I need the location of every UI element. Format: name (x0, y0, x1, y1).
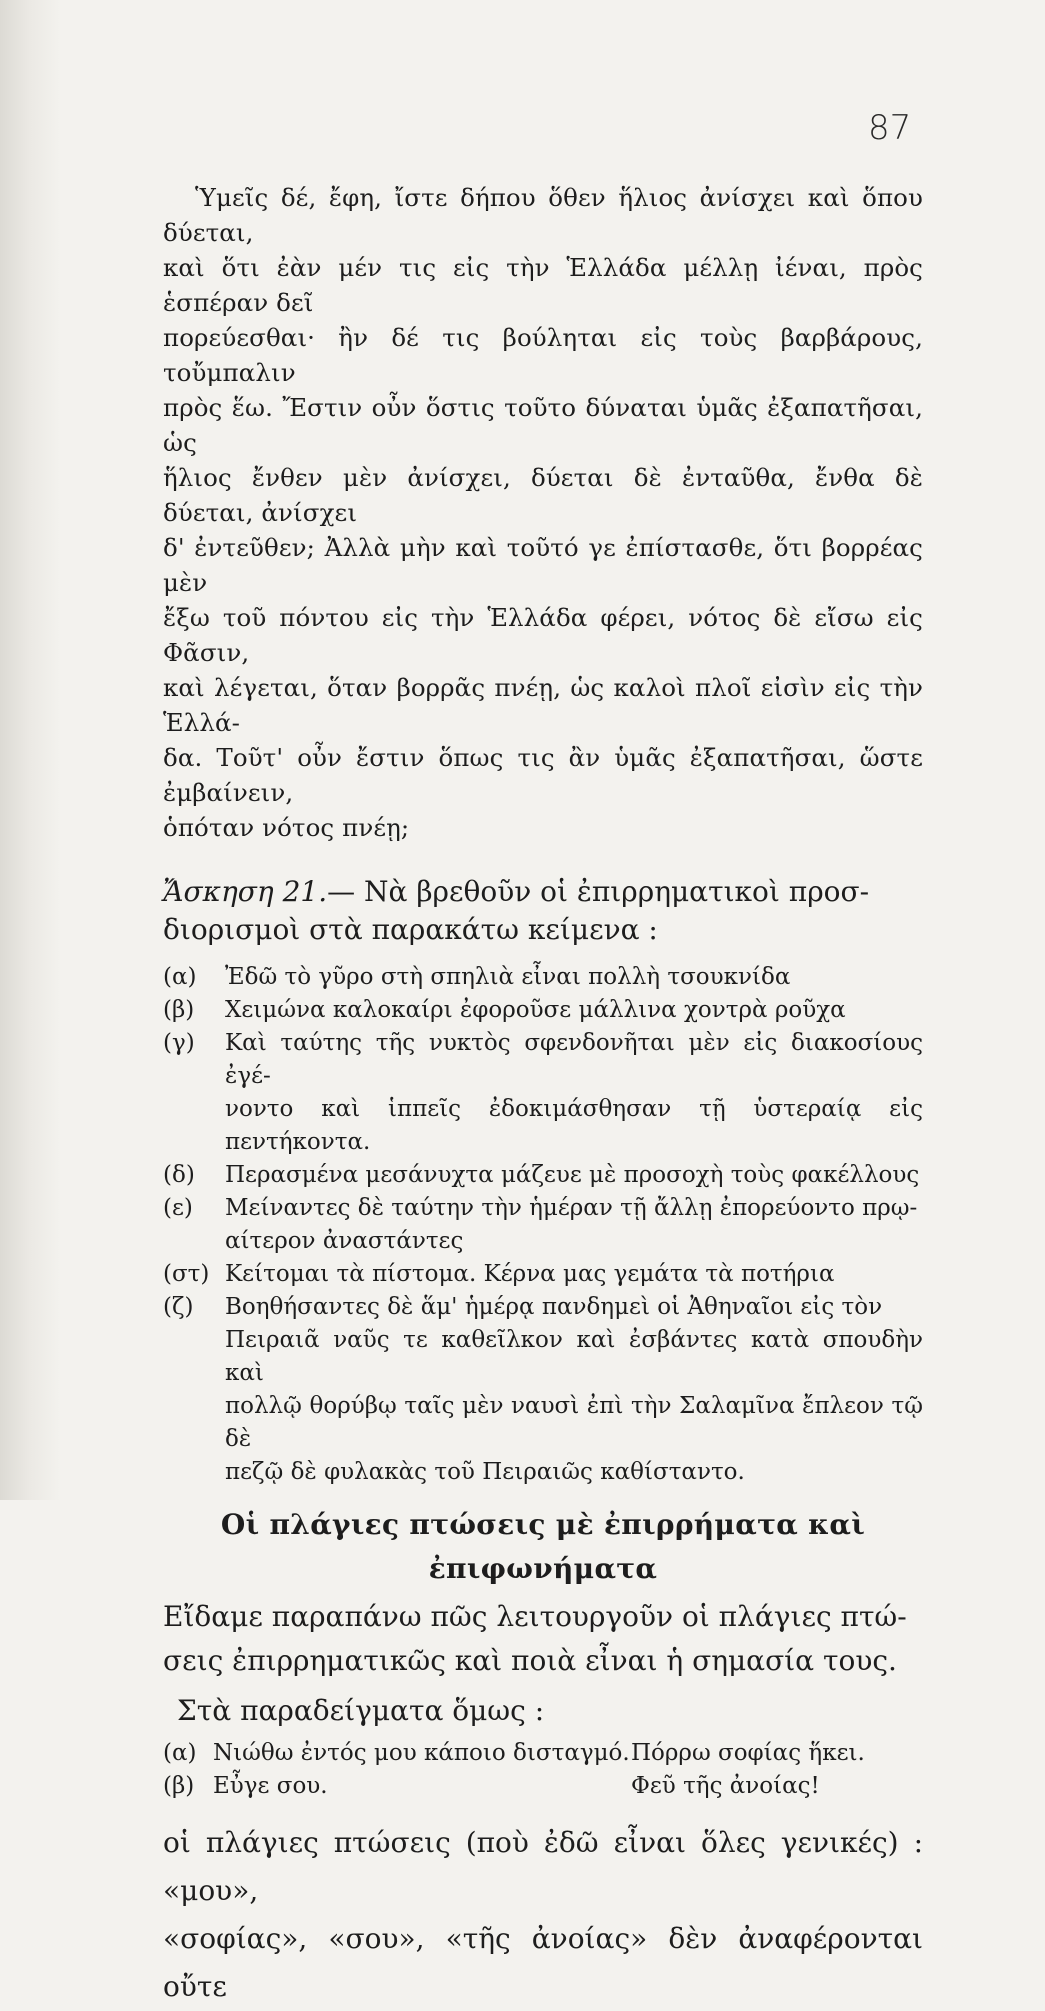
item-text (225, 1027, 923, 1159)
exercise-instruction-cont: διορισμοὶ στὰ παρακάτω κείμενα : (163, 913, 658, 946)
paragraph-line: καὶ ὅτι ἐὰν μέν τις εἰς τὴν Ἑλλάδα μέλλῃ ἰέναι, πρὸς ἑσπέραν δεῖ (163, 253, 923, 317)
exercise-label: Ἄσκηση 21. (163, 875, 328, 908)
item-tag: (δ) (163, 1162, 195, 1188)
item-text (225, 1258, 923, 1291)
paragraph-line: ἥλιος ἔνθεν μὲν ἀνίσχει, δύεται δὲ ἐνταῦθα, ἔνθα δὲ δύεται, ἀνίσχει (163, 463, 923, 527)
exercise-item (163, 1258, 923, 1291)
item-tag: (α) (163, 964, 197, 990)
exercise-heading-line (163, 873, 923, 911)
page-number: 87 (868, 108, 912, 148)
item-tag: (β) (163, 997, 195, 1023)
item-text (225, 1159, 923, 1192)
closing-paragraph (163, 1819, 923, 2011)
example-tag: (β) (163, 1773, 195, 1799)
item-line: Κείτομαι τὰ πίστομα. Κέρνα μας γεμάτα τὰ ποτήρια (225, 1261, 835, 1287)
example-right: Φεῦ τῆς ἀνοίας! (631, 1773, 820, 1799)
item-tag: (ε) (163, 1195, 193, 1221)
example-tag: (α) (163, 1740, 197, 1766)
item-text (225, 1192, 923, 1258)
item-text (225, 961, 923, 994)
closing-line: οἱ πλάγιες πτώσεις (ποὺ ἐδῶ εἶναι ὅλες γενικές) : «μου», (163, 1826, 923, 1907)
exercise-item (163, 1291, 923, 1489)
closing-line: «σοφίας», «σου», «τῆς ἀνοίας» δὲν ἀναφέρονται οὔτε (163, 1922, 923, 2003)
item-line: νοντο καὶ ἱππεῖς ἐδοκιμάσθησαν τῇ ὑστεραίᾳ εἰς πεντήκοντα. (225, 1096, 923, 1155)
example-left: Νιώθω ἐντός μου κάποιο δισταγμό. (213, 1740, 630, 1766)
item-line: πεζῷ δὲ φυλακὰς τοῦ Πειραιῶς καθίσταντο. (225, 1459, 745, 1485)
page-edge-shadow (0, 0, 60, 1500)
item-line: πολλῷ θορύβῳ ταῖς μὲν ναυσὶ ἐπὶ τὴν Σαλαμῖνα ἔπλεον τῷ δὲ (225, 1393, 923, 1452)
item-line: Μείναντες δὲ ταύτην τὴν ἡμέραν τῇ ἄλλῃ ἐπορεύοντο πρῳ- (225, 1195, 918, 1221)
example-left: Εὖγε σου. (213, 1773, 328, 1799)
examples-intro: Στὰ παραδείγματα ὅμως : (177, 1694, 545, 1727)
item-line: Πειραιᾶ ναῦς τε καθεῖλκον καὶ ἐσβάντες κατὰ σπουδὴν καὶ (225, 1327, 923, 1386)
item-text (225, 1291, 923, 1489)
item-tag: (στ) (163, 1261, 210, 1287)
section-intro (163, 1595, 923, 1683)
examples-list (163, 1737, 923, 1803)
paragraph-line: πρὸς ἕω. Ἔστιν οὖν ὅστις τοῦτο δύναται ὑμᾶς ἐξαπατῆσαι, ὡς (163, 393, 923, 457)
paragraph-line: ἔξω τοῦ πόντου εἰς τὴν Ἑλλάδα φέρει, νότος δὲ εἴσω εἰς Φᾶσιν, (163, 603, 923, 667)
item-line: Ἐδῶ τὸ γῦρο στὴ σπηλιὰ εἶναι πολλὴ τσουκνίδα (225, 964, 791, 990)
example-row (163, 1770, 923, 1803)
page-content (163, 180, 923, 2011)
paragraph-line: Ὑμεῖς δέ, ἔφη, ἴστε δήπου ὅθεν ἥλιος ἀνίσχει καὶ ὅπου δύεται, (163, 183, 923, 247)
item-line: αίτερον ἀναστάντες (225, 1228, 464, 1254)
exercise-item (163, 961, 923, 994)
exercise-items (163, 961, 923, 1489)
exercise-item (163, 994, 923, 1027)
paragraph-line: δα. Τοῦτ' οὖν ἔστιν ὅπως τις ἂν ὑμᾶς ἐξαπατῆσαι, ὥστε ἐμβαίνειν, (163, 743, 923, 807)
exercise-heading (163, 873, 923, 949)
paragraph-line: ὁπόταν νότος πνέῃ; (163, 813, 410, 842)
item-line: Βοηθήσαντες δὲ ἅμ' ἡμέρᾳ πανδημεὶ οἱ Ἀθηναῖοι εἰς τὸν (225, 1294, 883, 1320)
item-line: Καὶ ταύτης τῆς νυκτὸς σφενδονῆται μὲν εἰς διακοσίους ἐγέ- (225, 1030, 923, 1089)
exercise-item (163, 1159, 923, 1192)
exercise-instruction: — Νὰ βρεθοῦν οἱ ἐπιρρηματικοὶ προσ- (327, 875, 870, 908)
paragraph-line: καὶ λέγεται, ὅταν βορρᾶς πνέῃ, ὡς καλοὶ πλοῖ εἰσὶν εἰς τὴν Ἑλλά- (163, 673, 923, 737)
paragraph-line: πορεύεσθαι· ἢν δέ τις βούληται εἰς τοὺς βαρβάρους, τοὔμπαλιν (163, 323, 923, 387)
item-tag: (ζ) (163, 1294, 194, 1320)
item-line: Χειμώνα καλοκαίρι ἐφοροῦσε μάλλινα χοντρὰ ροῦχα (225, 997, 846, 1023)
opening-paragraph (163, 180, 923, 845)
example-row (163, 1737, 923, 1770)
exercise-item (163, 1027, 923, 1159)
paragraph-line: δ' ἐντεῦθεν; Ἀλλὰ μὴν καὶ τοῦτό γε ἐπίστασθε, ὅτι βορρέας μὲν (163, 533, 923, 597)
intro-line: σεις ἐπιρρηματικῶς καὶ ποιὰ εἶναι ἡ σημασία τους. (163, 1644, 897, 1677)
item-tag: (γ) (163, 1030, 195, 1056)
example-right: Πόρρω σοφίας ἥκει. (631, 1740, 865, 1766)
exercise-item (163, 1192, 923, 1258)
item-text (225, 994, 923, 1027)
item-line: Περασμένα μεσάνυχτα μάζευε μὲ προσοχὴ τοὺς φακέλλους (225, 1162, 920, 1188)
intro-line: Εἴδαμε παραπάνω πῶς λειτουργοῦν οἱ πλάγιες πτώ- (163, 1600, 907, 1633)
section-title: Οἱ πλάγιες πτώσεις μὲ ἐπιρρήματα καὶ ἐπιφωνήματα (220, 1508, 866, 1585)
